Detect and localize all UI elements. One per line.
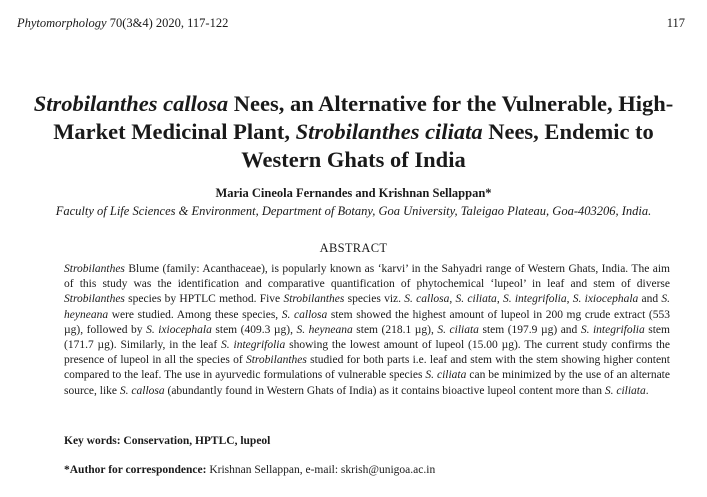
correspondence-label: *Author for correspondence: xyxy=(64,464,207,476)
abstract-text: showing the lowest amount of lupeol (15.00 µg). The current study confirms the presence of lupeol in all the species of xyxy=(64,339,671,367)
abstract-species-name: S. integrifolia xyxy=(502,293,567,306)
abstract-species-name: Strobilanthes xyxy=(64,293,125,306)
title-species-2: Strobilanthes ciliata xyxy=(295,119,483,144)
title-species-1: Strobilanthes callosa xyxy=(33,91,229,116)
title-text-2: Nees, Endemic to Western Ghats of India xyxy=(241,119,654,172)
abstract-text: and xyxy=(638,293,662,306)
abstract-text: , xyxy=(496,293,503,306)
author-list: Maria Cineola Fernandes and Krishnan Sellappan* xyxy=(215,186,492,200)
paper-title xyxy=(20,90,687,174)
page-number: 117 xyxy=(666,16,685,30)
abstract-species-name: Strobilanthes xyxy=(245,354,307,367)
abstract-text: , xyxy=(566,293,573,306)
correspondence xyxy=(64,464,435,476)
abstract-species-name: Strobilanthes xyxy=(64,263,125,275)
abstract-text: species viz. xyxy=(344,293,405,306)
affiliation: Faculty of Life Sciences & Environment, Department of Botany, Goa University, Taleigao Plateau, Goa-403206, India. xyxy=(55,204,652,218)
abstract-species-name: S. heyneana xyxy=(64,293,671,321)
abstract-species-name: S. heyneana xyxy=(296,323,353,336)
abstract-text: stem (197.9 µg) and xyxy=(478,323,581,336)
abstract-species-name: S. ixiocephala xyxy=(572,293,639,306)
abstract-species-name: S. ciliata xyxy=(455,293,497,306)
abstract-text: stem (409.3 µg), xyxy=(211,323,297,336)
abstract-species-name: S. callosa xyxy=(404,293,450,306)
abstract-species-name: Strobilanthes xyxy=(283,293,345,306)
abstract-species-name: S. ciliata xyxy=(437,323,479,336)
abstract-text: (abundantly found in Western Ghats of India) as it contains bioactive lupeol content more than xyxy=(164,384,605,397)
abstract-text: , xyxy=(449,293,456,306)
abstract-text: stem (218.1 µg), xyxy=(352,323,438,336)
journal-citation xyxy=(17,16,228,31)
journal-details: 70(3&4) 2020, 117-122 xyxy=(109,16,229,30)
abstract-heading: ABSTRACT xyxy=(319,241,388,255)
abstract-species-name: S. ixiocephala xyxy=(146,323,212,336)
abstract-text: . xyxy=(645,384,649,397)
abstract-species-name: S. ciliata xyxy=(425,369,467,382)
abstract-text: species by HPTLC method. Five xyxy=(124,293,284,306)
abstract-species-name: S. ciliata xyxy=(604,384,646,397)
abstract-body xyxy=(64,262,670,399)
abstract-species-name: S. callosa xyxy=(119,384,165,397)
abstract-species-name: S. callosa xyxy=(281,308,328,321)
abstract-text: stem showed the highest amount of lupeol in 200 mg crude extract (553 µg), followed by xyxy=(64,308,671,336)
keywords: Key words: Conservation, HPTLC, lupeol xyxy=(64,435,271,447)
abstract-species-name: S. integrifolia xyxy=(221,339,286,352)
correspondence-text: Krishnan Sellappan, e-mail: skrish@unigoa.ac.in xyxy=(206,464,436,476)
title-text-1: Nees, an Alternative for the Vulnerable, High-Market Medicinal Plant, xyxy=(53,91,674,144)
abstract-text: stem (171.7 µg). Similarly, in the leaf xyxy=(64,323,670,352)
abstract-text: were studied. Among these species, xyxy=(108,308,282,321)
journal-name: Phytomorphology xyxy=(17,16,107,30)
abstract-text: Blume (family: Acanthaceae), is popularly known as ‘karvi’ in the Sahyadri range of Western Ghats, India. The aim of this study was the identification and comparative quantification of phytochemical ‘lupeol’ in leaf and stem of diverse xyxy=(64,263,670,291)
abstract-text: can be minimized by the use of an alternate source, like xyxy=(64,369,670,397)
abstract-species-name: S. integrifolia xyxy=(580,323,645,336)
abstract-text: studied for both parts i.e. leaf and stem with the stem showing higher content compared to the leaf. The use in ayurvedic formulations of vulnerable species xyxy=(64,354,670,382)
